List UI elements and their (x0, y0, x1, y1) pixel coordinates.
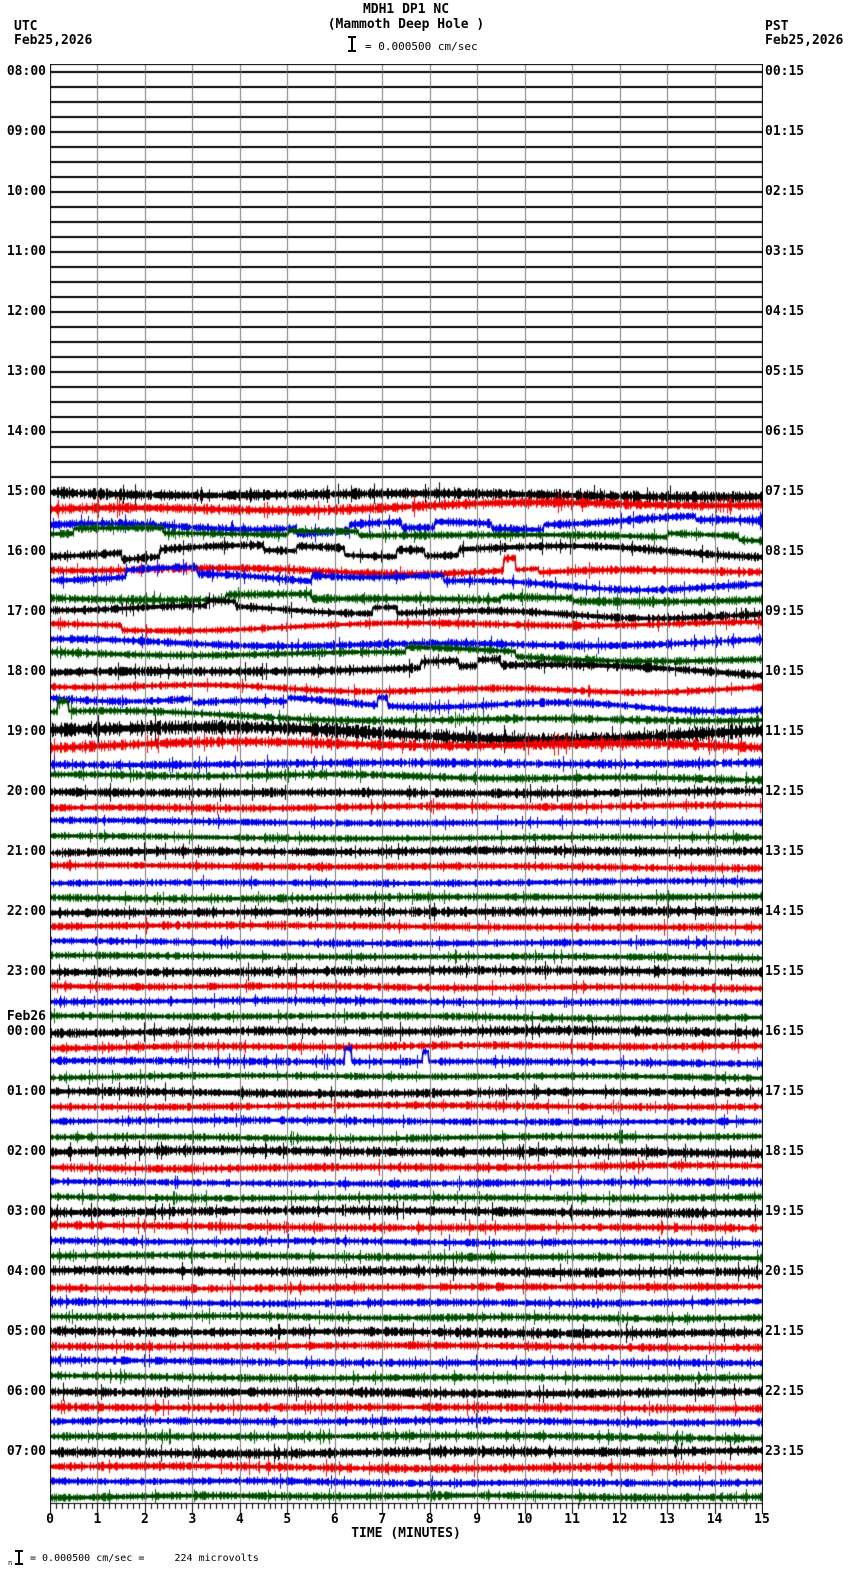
utc-hour-label: 05:00 (6, 1324, 46, 1339)
utc-hour-label: 23:00 (6, 964, 46, 979)
date-change-label: Feb26 (6, 1009, 46, 1024)
scale-label: = 0.000500 cm/sec (365, 40, 478, 53)
utc-hour-label: 00:00 (6, 1024, 46, 1039)
x-axis-tick-label: 14 (706, 1512, 723, 1527)
pst-hour-label: 15:15 (765, 964, 805, 979)
utc-hour-label: 12:00 (6, 304, 46, 319)
pst-hour-label: 05:15 (765, 364, 805, 379)
utc-hour-label: 18:00 (6, 664, 46, 679)
x-axis-tick-label: 12 (611, 1512, 628, 1527)
x-axis-tick-label: 3 (188, 1512, 197, 1527)
pst-hour-label: 00:15 (765, 64, 805, 79)
x-axis-tick-label: 13 (659, 1512, 675, 1527)
utc-hour-label: 11:00 (6, 244, 46, 259)
pst-hour-label: 14:15 (765, 904, 805, 919)
pst-hour-label: 20:15 (765, 1264, 805, 1279)
x-axis-tick-label: 15 (754, 1512, 770, 1527)
pst-hour-label: 02:15 (765, 184, 805, 199)
pst-timezone-label: PST (765, 19, 789, 34)
utc-hour-label: 09:00 (6, 124, 46, 139)
footer-note: = 0.000500 cm/sec = 224 microvolts (30, 1553, 259, 1564)
utc-hour-label: 16:00 (6, 544, 46, 559)
pst-hour-label: 21:15 (765, 1324, 805, 1339)
utc-timezone-label: UTC (14, 19, 38, 34)
station-subtitle: (Mammoth Deep Hole ) (327, 17, 485, 32)
pst-hour-label: 23:15 (765, 1444, 805, 1459)
utc-hour-label: 01:00 (6, 1084, 46, 1099)
x-axis-tick-label: 11 (564, 1512, 580, 1527)
utc-hour-label: 03:00 (6, 1204, 46, 1219)
utc-hour-label: 22:00 (6, 904, 46, 919)
scale-bar-icon (348, 36, 356, 52)
utc-hour-label: 10:00 (6, 184, 46, 199)
pst-hour-label: 12:15 (765, 784, 805, 799)
utc-hour-label: 17:00 (6, 604, 46, 619)
utc-hour-label: 04:00 (6, 1264, 46, 1279)
x-axis-tick-label: 4 (235, 1512, 244, 1527)
x-axis-tick-label: 10 (516, 1512, 533, 1527)
pst-hour-label: 18:15 (765, 1144, 805, 1159)
pst-hour-label: 11:15 (765, 724, 805, 739)
utc-hour-label: 21:00 (6, 844, 46, 859)
pst-hour-label: 08:15 (765, 544, 805, 559)
x-axis-tick-label: 1 (93, 1512, 102, 1527)
utc-hour-label: 19:00 (6, 724, 46, 739)
utc-date-label: Feb25,2026 (14, 33, 93, 48)
pst-hour-label: 01:15 (765, 124, 805, 139)
x-axis-tick-label: 5 (283, 1512, 292, 1527)
pst-hour-label: 06:15 (765, 424, 805, 439)
seismogram-canvas (50, 64, 763, 1516)
footer-scale-bar-icon (15, 1550, 23, 1565)
utc-hour-label: 14:00 (6, 424, 46, 439)
x-axis-title: TIME (MINUTES) (351, 1526, 461, 1541)
utc-hour-label: 02:00 (6, 1144, 46, 1159)
utc-hour-label: 13:00 (6, 364, 46, 379)
station-title: MDH1 DP1 NC (362, 2, 450, 17)
pst-hour-label: 04:15 (765, 304, 805, 319)
pst-hour-label: 10:15 (765, 664, 805, 679)
pst-date-label: Feb25,2026 (765, 33, 844, 48)
pst-hour-label: 07:15 (765, 484, 805, 499)
utc-hour-label: 08:00 (6, 64, 46, 79)
pst-hour-label: 09:15 (765, 604, 805, 619)
pst-hour-label: 22:15 (765, 1384, 805, 1399)
pst-hour-label: 17:15 (765, 1084, 805, 1099)
x-axis-tick-label: 2 (141, 1512, 149, 1527)
x-axis-tick-label: 0 (46, 1512, 54, 1527)
x-axis-tick-label: 9 (473, 1512, 482, 1527)
utc-hour-label: 07:00 (6, 1444, 46, 1459)
pst-hour-label: 03:15 (765, 244, 805, 259)
pst-hour-label: 19:15 (765, 1204, 805, 1219)
x-axis-tick-label: 8 (425, 1512, 434, 1527)
utc-hour-label: 06:00 (6, 1384, 46, 1399)
pst-hour-label: 16:15 (765, 1024, 805, 1039)
footer-prefix-mark: n (8, 1559, 13, 1567)
pst-hour-label: 13:15 (765, 844, 805, 859)
utc-hour-label: 15:00 (6, 484, 46, 499)
utc-hour-label: 20:00 (6, 784, 46, 799)
x-axis-tick-label: 7 (378, 1512, 387, 1527)
x-axis-tick-label: 6 (330, 1512, 339, 1527)
